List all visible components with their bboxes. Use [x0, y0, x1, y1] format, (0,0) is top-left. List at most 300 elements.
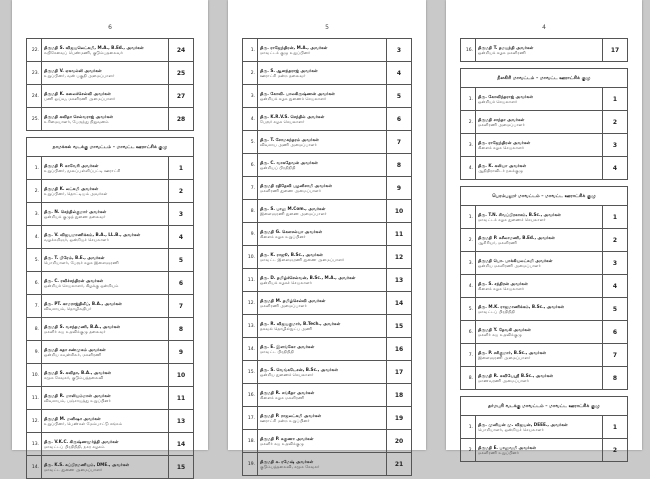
member-description: வழக்கறிஞர், ஒன்றியச் செயலாளர்: [44, 237, 109, 242]
member-description: மகளிர் சுய உதவிக்குழு: [478, 332, 522, 337]
page-number: 4: [542, 24, 546, 31]
table-row: [243, 453, 412, 476]
row-serial-number: 5.: [461, 298, 476, 321]
member-details: [42, 387, 169, 410]
section-heading: [27, 138, 194, 157]
row-serial-number: 9.: [243, 223, 258, 246]
table-row: [27, 157, 194, 180]
member-name: திரு. S. பாலு M.Com., அவர்கள்: [260, 206, 326, 211]
ward-number: 15: [169, 456, 194, 479]
ward-number: 2: [603, 439, 628, 462]
ward-number: 28: [169, 108, 194, 131]
table-row: [461, 111, 628, 134]
member-name: திருமதி P. சுகுணா அவர்கள்: [260, 436, 314, 441]
row-serial-number: 3.: [461, 252, 476, 275]
member-description: விவசாயம், பஞ்சாயத்து உறுப்பினர்: [44, 398, 111, 403]
table-row: [243, 154, 412, 177]
ward-number: 4: [603, 157, 628, 180]
member-description: விவசாய அணி அமைப்பாளர்: [260, 142, 317, 147]
member-description: ஒன்றியச் செயலாளர்: [478, 99, 518, 104]
member-description: மாவட்டக் கழக துணைச் செயலாளர்: [478, 217, 546, 222]
member-name: திரு. N. செந்தில்குமார் அவர்கள்: [44, 209, 107, 214]
member-details: [258, 62, 387, 85]
row-serial-number: 11.: [27, 387, 42, 410]
ward-number: 9: [387, 177, 412, 200]
member-name: திருமதி K. லட்சுமி அவர்கள்: [44, 186, 99, 191]
table-row: [27, 341, 194, 364]
member-name: திரு. K.R.V.S. செந்தில் அவர்கள்: [260, 114, 325, 119]
member-name: திருமதி M. மனிஷா அவர்கள்: [44, 416, 101, 421]
row-serial-number: 13.: [27, 433, 42, 456]
ward-number: 1: [603, 206, 628, 229]
table-row: [243, 200, 412, 223]
member-details: [42, 108, 169, 131]
member-description: கிளைக் கழக மகளிரணி: [260, 395, 305, 400]
member-details: [258, 246, 387, 269]
member-name: திருமதி K. கலைச்செல்வி அவர்கள்: [44, 91, 111, 96]
member-description: ஒன்றியக் கழக துணைச் செயலாளர்: [260, 96, 327, 101]
members-table: [460, 38, 628, 462]
row-serial-number: 2.: [243, 62, 258, 85]
table-row: [27, 456, 194, 479]
member-description: உறுப்பினர், மூலப்பள்ளிப்பட்டி ஊராட்சி: [44, 168, 121, 173]
ward-number: 15: [387, 315, 412, 338]
member-name: திருமதி ரதிதேவி பழனிசாமி அவர்கள்: [260, 183, 332, 188]
member-description: மாவட்டக் குழு உறுப்பினர்: [260, 50, 311, 55]
table-row: [27, 387, 194, 410]
member-details: [42, 456, 169, 479]
member-name: திரு. V.K.C. கிருஷ்ணமூர்த்தி அவர்கள்: [44, 439, 119, 444]
member-name: திருமதி P. காவேரி அவர்கள்: [44, 163, 99, 168]
ward-number: 5: [387, 85, 412, 108]
row-serial-number: 2.: [461, 439, 476, 462]
member-details: [42, 433, 169, 456]
document-page-right: [446, 0, 642, 455]
row-serial-number: 22.: [27, 39, 42, 62]
member-details: [42, 157, 169, 180]
member-name: திருமதி V. ஏகவல்லி அவர்கள்: [44, 68, 102, 73]
member-description: ஒன்றியக் குழுத் துணை தலைவர்: [44, 214, 106, 219]
member-name: திரு. கோவி. பாலகிருஷ்ணன் அவர்கள்: [260, 91, 335, 96]
table-row: [27, 364, 194, 387]
table-row: [461, 134, 628, 157]
section-heading-label: பெரம்பலூர் மாவட்டம் – மாவட்ட ஊராட்சிக் குழு: [461, 187, 628, 206]
row-serial-number: 5.: [243, 131, 258, 154]
ward-number: 1: [169, 157, 194, 180]
member-description: பொறியாளர், ஒன்றியச் செயலாளர்: [478, 427, 544, 432]
row-serial-number: 16.: [243, 384, 258, 407]
row-serial-number: 5.: [27, 249, 42, 272]
table-row: [243, 315, 412, 338]
ward-number: 12: [387, 246, 412, 269]
member-name: திருமதி P. ராஜலட்சுமி அவர்கள்: [260, 413, 322, 418]
member-name: திரு. E. இளங்கோ அவர்கள்: [260, 344, 315, 349]
member-name: திரு. T. சோமசுந்தரம் அவர்கள்: [260, 137, 319, 142]
ward-number: 2: [603, 111, 628, 134]
table-row: [461, 275, 628, 298]
member-name: திரு. K. ராஜூ, B.Sc., அவர்கள்: [260, 252, 323, 257]
member-description: மாவட்டப் பிரதிநிதி: [478, 309, 515, 314]
table-row: [461, 229, 628, 252]
ward-number: 5: [169, 249, 194, 272]
member-description: இளைஞரணி அமைப்பாளர்: [478, 355, 531, 360]
ward-number: 13: [387, 269, 412, 292]
table-row: [461, 321, 628, 344]
member-details: [258, 269, 387, 292]
row-serial-number: 1.: [461, 416, 476, 439]
ward-number: 3: [603, 252, 628, 275]
member-description: உறுப்பினர், வன் பகுதி அமைப்பாளர்: [44, 73, 115, 78]
member-details: [42, 249, 169, 272]
member-description: கிளைக் கழக செயலாளர்: [478, 286, 525, 291]
table-row: [27, 318, 194, 341]
table-spacer: [27, 131, 194, 138]
ward-number: 9: [169, 341, 194, 364]
table-row: [243, 292, 412, 315]
table-row: [27, 180, 194, 203]
member-details: [476, 252, 603, 275]
row-serial-number: 3.: [27, 203, 42, 226]
row-serial-number: 10.: [27, 364, 42, 387]
member-details: [476, 229, 603, 252]
member-description: ஒன்றிய கவுன்சிலர், மகளிரணி: [44, 352, 102, 357]
table-row: [243, 62, 412, 85]
member-description: ஆதிதிராவிடர் நலக்குழு: [478, 168, 524, 173]
member-name: திருமதி M. தமிழ்செல்வி அவர்கள்: [260, 298, 326, 303]
member-details: [476, 275, 603, 298]
member-name: திரு. K. கலியா அவர்கள்: [478, 163, 527, 168]
member-details: [476, 416, 603, 439]
row-serial-number: 10.: [243, 246, 258, 269]
member-name: திரு. முனியன் மு. விஜயன், DEEE., அவர்கள்: [478, 422, 568, 427]
member-name: திருமதி சுதா சண்முகம் அவர்கள்: [44, 347, 106, 352]
row-serial-number: 4.: [27, 226, 42, 249]
table-row: [27, 295, 194, 318]
row-serial-number: 6.: [243, 154, 258, 177]
member-details: [42, 39, 169, 62]
member-details: [476, 88, 603, 111]
member-description: மாவட்ட துணை அமைப்பாளர்: [44, 467, 103, 472]
member-name: திரு. C. ரவிச்சந்திரன் அவர்கள்: [44, 278, 104, 283]
ward-number: 7: [387, 131, 412, 154]
member-details: [476, 298, 603, 321]
table-row: [461, 367, 628, 390]
member-description: பணி ஓய்வு, மகளிரணி அமைப்பாளர்: [44, 96, 116, 101]
member-description: உறுப்பினர், தொட்டியம் அவர்கள்: [44, 191, 108, 196]
member-description: சமூக சேவகர், குடும்பத்தலைவி: [44, 375, 104, 380]
section-heading: [461, 397, 628, 416]
member-details: [258, 223, 387, 246]
table-spacer: [461, 390, 628, 397]
row-serial-number: 4.: [243, 108, 258, 131]
ward-number: 4: [169, 226, 194, 249]
row-serial-number: 4.: [461, 275, 476, 298]
member-name: திருமதி க. ரமேஷ் அவர்கள்: [260, 459, 314, 464]
table-row: [243, 246, 412, 269]
table-row: [243, 131, 412, 154]
table-row: [27, 249, 194, 272]
ward-number: 24: [169, 39, 194, 62]
table-row: [27, 410, 194, 433]
member-details: [42, 85, 169, 108]
member-details: [42, 410, 169, 433]
member-description: மகளிர் சுய உதவிக்குழு தலைவர்: [44, 329, 106, 334]
member-details: [476, 206, 603, 229]
member-details: [258, 407, 387, 430]
ward-number: 10: [169, 364, 194, 387]
member-details: [476, 321, 603, 344]
ward-number: 3: [387, 39, 412, 62]
row-serial-number: 24.: [27, 85, 42, 108]
member-details: [476, 157, 603, 180]
member-description: ஊராட்சி மன்ற உறுப்பினர்: [260, 418, 310, 423]
section-heading-label: தர்மபுரி வடக்கு மாவட்டம் – மாவட்ட ஊராட்சிக் குழு: [461, 397, 628, 416]
members-table: [242, 38, 412, 476]
ward-number: 21: [387, 453, 412, 476]
row-serial-number: 3.: [461, 134, 476, 157]
ward-number: 7: [603, 344, 628, 367]
member-name: திரு. P. சசிகுமார், B.Sc., அவர்கள்: [478, 350, 547, 355]
row-serial-number: 14.: [27, 456, 42, 479]
table-row: [461, 344, 628, 367]
row-serial-number: 8.: [27, 318, 42, 341]
ward-number: 11: [169, 387, 194, 410]
member-details: [258, 154, 387, 177]
member-details: [258, 177, 387, 200]
member-description: மாவட்டப் பிரதிநிதி, நகர கழகம்: [44, 444, 105, 449]
row-serial-number: 12.: [27, 410, 42, 433]
row-serial-number: 16.: [461, 39, 476, 62]
table-row: [461, 39, 628, 62]
member-details: [258, 200, 387, 223]
member-details: [258, 39, 387, 62]
member-details: [42, 318, 169, 341]
document-page-middle: [228, 0, 426, 469]
member-name: திருமதி கவிதா செல்வராஜ் அவர்கள்: [44, 114, 114, 119]
member-name: திரு. K.S. சுப்பிரமணியம், DME., அவர்கள்: [44, 462, 130, 467]
ward-number: 1: [603, 88, 628, 111]
member-description: ஊராட்சி மன்ற தலைவர்: [260, 73, 306, 78]
member-description: சுயிசேவைப் பெண்மணி, குடும்பதலைவர்: [44, 50, 123, 55]
ward-number: 17: [387, 361, 412, 384]
member-name: திருமதி Y. தேவகி அவர்கள்: [478, 327, 531, 332]
row-serial-number: 23.: [27, 62, 42, 85]
table-row: [243, 338, 412, 361]
member-description: குடும்பத்தலைவி, சமூக சேவகர்: [260, 464, 320, 469]
ward-number: 8: [603, 367, 628, 390]
member-name: திரு. V. விஜயமாணிக்கம், B.A., LL.B., அவர்கள்: [44, 232, 141, 237]
table-row: [461, 439, 628, 462]
row-serial-number: 6.: [27, 272, 42, 295]
member-description: ஒன்றியக் கழகச் செயலாளர்: [260, 280, 312, 285]
member-name: திருமதி S. கவிதா, B.A., அவர்கள்: [44, 370, 112, 375]
member-name: திரு. S. ஆனந்தராஜ் அவர்கள்: [260, 68, 318, 73]
ward-number: 2: [603, 229, 628, 252]
member-details: [42, 364, 169, 387]
member-details: [42, 295, 169, 318]
ward-number: 17: [603, 39, 628, 62]
member-details: [42, 203, 169, 226]
member-description: மகளிரணி அமைப்பாளர்: [260, 303, 307, 308]
member-description: கிளைக் கழக உறுப்பினர்: [260, 234, 306, 239]
member-name: திரு. S. வெங்கடேசன், B.Sc., அவர்கள்: [260, 367, 338, 372]
member-description: மாணவரணி அமைப்பாளர்: [478, 378, 529, 383]
member-description: ஒன்றியப் பிரதிநிதி: [260, 165, 296, 170]
ward-number: 14: [387, 292, 412, 315]
row-serial-number: 18.: [243, 430, 258, 453]
ward-number: 19: [387, 407, 412, 430]
member-description: ஒன்றிய மகளிரணி அமைப்பாளர்: [478, 263, 541, 268]
member-description: இளைஞரணி துணை அமைப்பாளர்: [260, 211, 327, 216]
table-row: [243, 407, 412, 430]
row-serial-number: 12.: [243, 292, 258, 315]
section-heading: [461, 187, 628, 206]
row-serial-number: 1.: [243, 39, 258, 62]
section-heading: [461, 69, 628, 88]
member-description: ஒன்றியச் செயலாளர், கிழக்கு ஒன்றியம்: [44, 283, 119, 288]
table-spacer: [461, 62, 628, 69]
member-details: [258, 430, 387, 453]
member-name: திருமதி P. சுசீலாமணி, B.Ed., அவர்கள்: [478, 235, 555, 240]
member-name: திரு. கோவிந்தராஜ் அவர்கள்: [478, 94, 533, 99]
ward-number: 8: [169, 318, 194, 341]
ward-number: 13: [169, 410, 194, 433]
table-row: [243, 361, 412, 384]
row-serial-number: 7.: [243, 177, 258, 200]
ward-number: 2: [169, 180, 194, 203]
member-details: [258, 315, 387, 338]
page-number: 5: [325, 24, 329, 31]
member-description: கிளைக் கழக செயலாளர்: [478, 145, 525, 150]
member-details: [42, 272, 169, 295]
member-name: திரு. T.N. சிவப்பிரகாசம், B.Sc., அவர்கள்: [478, 212, 561, 217]
table-row: [243, 85, 412, 108]
ward-number: 14: [169, 433, 194, 456]
member-description: ஆசிரியர், மகளிரணி: [478, 240, 518, 245]
member-description: பேரூர் கழக செயலாளர்: [260, 119, 305, 124]
row-serial-number: 8.: [461, 367, 476, 390]
row-serial-number: 1.: [461, 88, 476, 111]
section-heading-label: நாமக்கல் வடக்கு மாவட்டம் – மாவட்ட ஊராட்சிக் குழு: [27, 138, 194, 157]
member-description: விவசாயம், தொழிலதிபர்: [44, 306, 92, 311]
row-serial-number: 4.: [461, 157, 476, 180]
member-name: திருமதி E. பாலுவமி அவர்கள்: [478, 445, 536, 450]
member-description: தகவல் தொழில்நுட்ப அணி: [260, 326, 313, 331]
ward-number: 6: [169, 272, 194, 295]
table-row: [27, 39, 194, 62]
row-serial-number: 2.: [461, 229, 476, 252]
member-details: [476, 439, 603, 462]
member-name: திரு. ராஜேந்திரன் அவர்கள்: [478, 140, 531, 145]
row-serial-number: 13.: [243, 315, 258, 338]
ward-number: 10: [387, 200, 412, 223]
row-serial-number: 2.: [27, 180, 42, 203]
member-name: திருமதி சாந்தா அவர்கள்: [478, 117, 525, 122]
table-row: [461, 252, 628, 275]
member-description: உரிமையாளர், பேருந்து நிறுவனம்: [44, 119, 109, 124]
members-table: [26, 38, 194, 479]
ward-number: 27: [169, 85, 194, 108]
member-name: திருமதி S. விஜயலெட்சுமி, M.A., B.Ed., அவர்கள்: [44, 45, 144, 50]
table-row: [27, 226, 194, 249]
table-row: [461, 157, 628, 180]
member-description: மகளிர் சுய உதவிக்குழு: [260, 441, 304, 446]
member-name: திரு. D. தமிழ்ச்செல்வன், B.Sc., M.A., அவர்கள்: [260, 275, 356, 280]
table-row: [27, 85, 194, 108]
member-details: [258, 338, 387, 361]
ward-number: 11: [387, 223, 412, 246]
member-description: மகளிரணி துணை அமைப்பாளர்: [260, 188, 322, 193]
table-row: [27, 108, 194, 131]
row-serial-number: 1.: [27, 157, 42, 180]
member-details: [42, 226, 169, 249]
member-details: [258, 384, 387, 407]
table-row: [243, 39, 412, 62]
table-row: [27, 433, 194, 456]
table-row: [243, 177, 412, 200]
member-name: திருமதி R. கவியேஸ்ரீ B.Sc., அவர்கள்: [478, 373, 554, 378]
table-row: [243, 108, 412, 131]
member-details: [258, 453, 387, 476]
member-name: திரு. PT. காமராஜ்திலீப், B.A., அவர்கள்: [44, 301, 122, 306]
member-description: ஒன்றிய துணைச் செயலாளர்: [260, 372, 314, 377]
ward-number: 5: [603, 298, 628, 321]
member-details: [258, 361, 387, 384]
document-page-left: [12, 0, 208, 472]
table-row: [461, 298, 628, 321]
ward-number: 4: [603, 275, 628, 298]
member-description: ஒன்றியக் கழக மகளிரணி: [478, 50, 526, 55]
member-description: உறுப்பினர், பெண்கள் மேம்பாட்டு சங்கம்: [44, 421, 123, 426]
row-serial-number: 1.: [461, 206, 476, 229]
table-row: [27, 203, 194, 226]
ward-number: 4: [387, 62, 412, 85]
table-row: [243, 223, 412, 246]
row-serial-number: 8.: [243, 200, 258, 223]
table-row: [243, 269, 412, 292]
table-row: [461, 416, 628, 439]
ward-number: 3: [169, 203, 194, 226]
member-details: [476, 344, 603, 367]
section-heading-label: நீலகிரி மாவட்டம் – மாவட்ட ஊராட்சிக் குழு: [461, 69, 628, 88]
row-serial-number: 7.: [27, 295, 42, 318]
member-details: [42, 62, 169, 85]
ward-number: 16: [387, 338, 412, 361]
member-details: [476, 39, 603, 62]
member-name: திரு. T. பிரேம், B.E., அவர்கள்: [44, 255, 105, 260]
row-serial-number: 9.: [27, 341, 42, 364]
row-serial-number: 15.: [243, 361, 258, 384]
table-row: [27, 272, 194, 295]
member-name: திருமதி பொ. பாக்கியலட்சுமி அவர்கள்: [478, 258, 553, 263]
member-name: திரு. ராஜேந்திரன், M.A., அவர்கள்: [260, 45, 328, 50]
member-details: [258, 292, 387, 315]
member-details: [476, 134, 603, 157]
row-serial-number: 3.: [243, 85, 258, 108]
row-serial-number: 6.: [461, 321, 476, 344]
ward-number: 6: [603, 321, 628, 344]
member-details: [476, 111, 603, 134]
member-name: திருமதி S. வசந்தமணி, B.A., அவர்கள்: [44, 324, 121, 329]
row-serial-number: 14.: [243, 338, 258, 361]
member-details: [42, 180, 169, 203]
table-row: [243, 430, 412, 453]
ward-number: 3: [603, 134, 628, 157]
ward-number: 8: [387, 154, 412, 177]
member-name: திரு. S. சந்திரன் அவர்கள்: [478, 281, 528, 286]
member-name: திரு. R. விஜயகுமார், B.Tech., அவர்கள்: [260, 321, 341, 326]
table-spacer: [461, 180, 628, 187]
